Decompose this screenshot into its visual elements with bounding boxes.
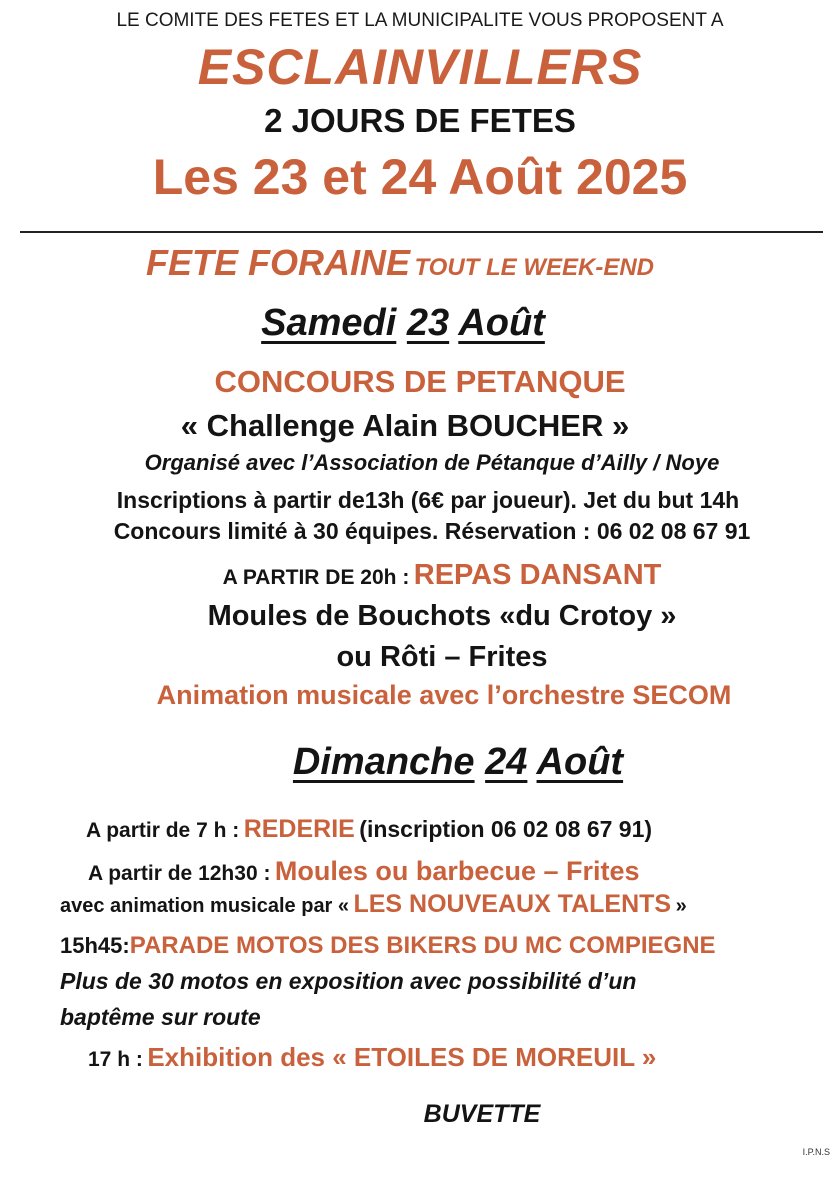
fair-title: FETE FORAINE — [145, 242, 410, 283]
item3-time: 15h45: — [60, 933, 130, 958]
item3-line-1: Plus de 30 motos en exposition avec possibilité d’un — [60, 968, 637, 994]
buvette-label: BUVETTE — [423, 1100, 541, 1128]
item4-time: 17 h : — [88, 1048, 143, 1071]
saturday-num: 23 — [406, 302, 450, 344]
item2-close: » — [675, 895, 687, 917]
item3-title: PARADE MOTOS DES BIKERS DU MC COMPIEGNE — [129, 932, 716, 959]
item4-title: Exhibition des « ETOILES DE MOREUIL » — [147, 1042, 657, 1072]
sunday-item-2 — [88, 856, 828, 887]
item2-title: Moules ou barbecue – Frites — [274, 856, 640, 886]
challenge-name: « Challenge Alain BOUCHER » — [180, 408, 630, 443]
sunday-month: Août — [536, 741, 624, 783]
sunday-item-2-music — [60, 890, 830, 919]
sunday-num: 24 — [485, 741, 528, 783]
divider-line — [20, 231, 823, 233]
saturday-heading — [0, 302, 823, 345]
fair-line — [0, 242, 820, 284]
item2-band: LES NOUVEAUX TALENTS — [353, 890, 672, 918]
saturday-day: Samedi — [261, 302, 397, 344]
town-title: ESCLAINVILLERS — [197, 39, 643, 95]
saturday-month: Août — [458, 302, 545, 344]
sunday-day: Dimanche — [292, 741, 475, 783]
menu-line-2: ou Rôti – Frites — [336, 641, 548, 673]
event-dates: Les 23 et 24 Août 2025 — [152, 149, 688, 205]
music-line: Animation musicale avec l’orchestre SECOM — [156, 680, 732, 710]
dinner-title: REPAS DANSANT — [413, 559, 662, 591]
item1-detail: (inscription 06 02 08 67 91) — [359, 816, 653, 842]
intro-line: LE COMITE DES FETES ET LA MUNICIPALITE VOUS PROPOSENT A — [116, 10, 724, 31]
sunday-item-3 — [60, 932, 835, 960]
printer-mark: I.P.N.S — [802, 1147, 830, 1157]
dinner-line — [22, 559, 840, 592]
limit-line: Concours limité à 30 équipes. Réservation : 06 02 08 67 91 — [113, 518, 751, 544]
menu-line-1: Moules de Bouchots «du Crotoy » — [207, 600, 677, 632]
sunday-item-1 — [86, 815, 826, 844]
registration-line: Inscriptions à partir de13h (6€ par joueur). Jet du but 14h — [116, 487, 740, 513]
sunday-item-4 — [88, 1042, 828, 1073]
item2-time: A partir de 12h30 : — [88, 862, 271, 885]
organiser-line: Organisé avec l’Association de Pétanque d’Ailly / Noye — [144, 450, 720, 475]
sunday-heading — [38, 741, 840, 784]
item3-line-2: baptême sur route — [60, 1004, 261, 1030]
item2-prefix: avec animation musicale par « — [60, 895, 350, 917]
subtitle: 2 JOURS DE FETES — [264, 102, 576, 139]
petanque-title: CONCOURS DE PETANQUE — [214, 364, 626, 399]
item1-title: REDERIE — [243, 815, 355, 843]
dinner-time: A PARTIR DE 20h : — [222, 566, 410, 589]
fair-suffix: TOUT LE WEEK-END — [414, 254, 655, 281]
item1-time: A partir de 7 h : — [86, 819, 240, 842]
